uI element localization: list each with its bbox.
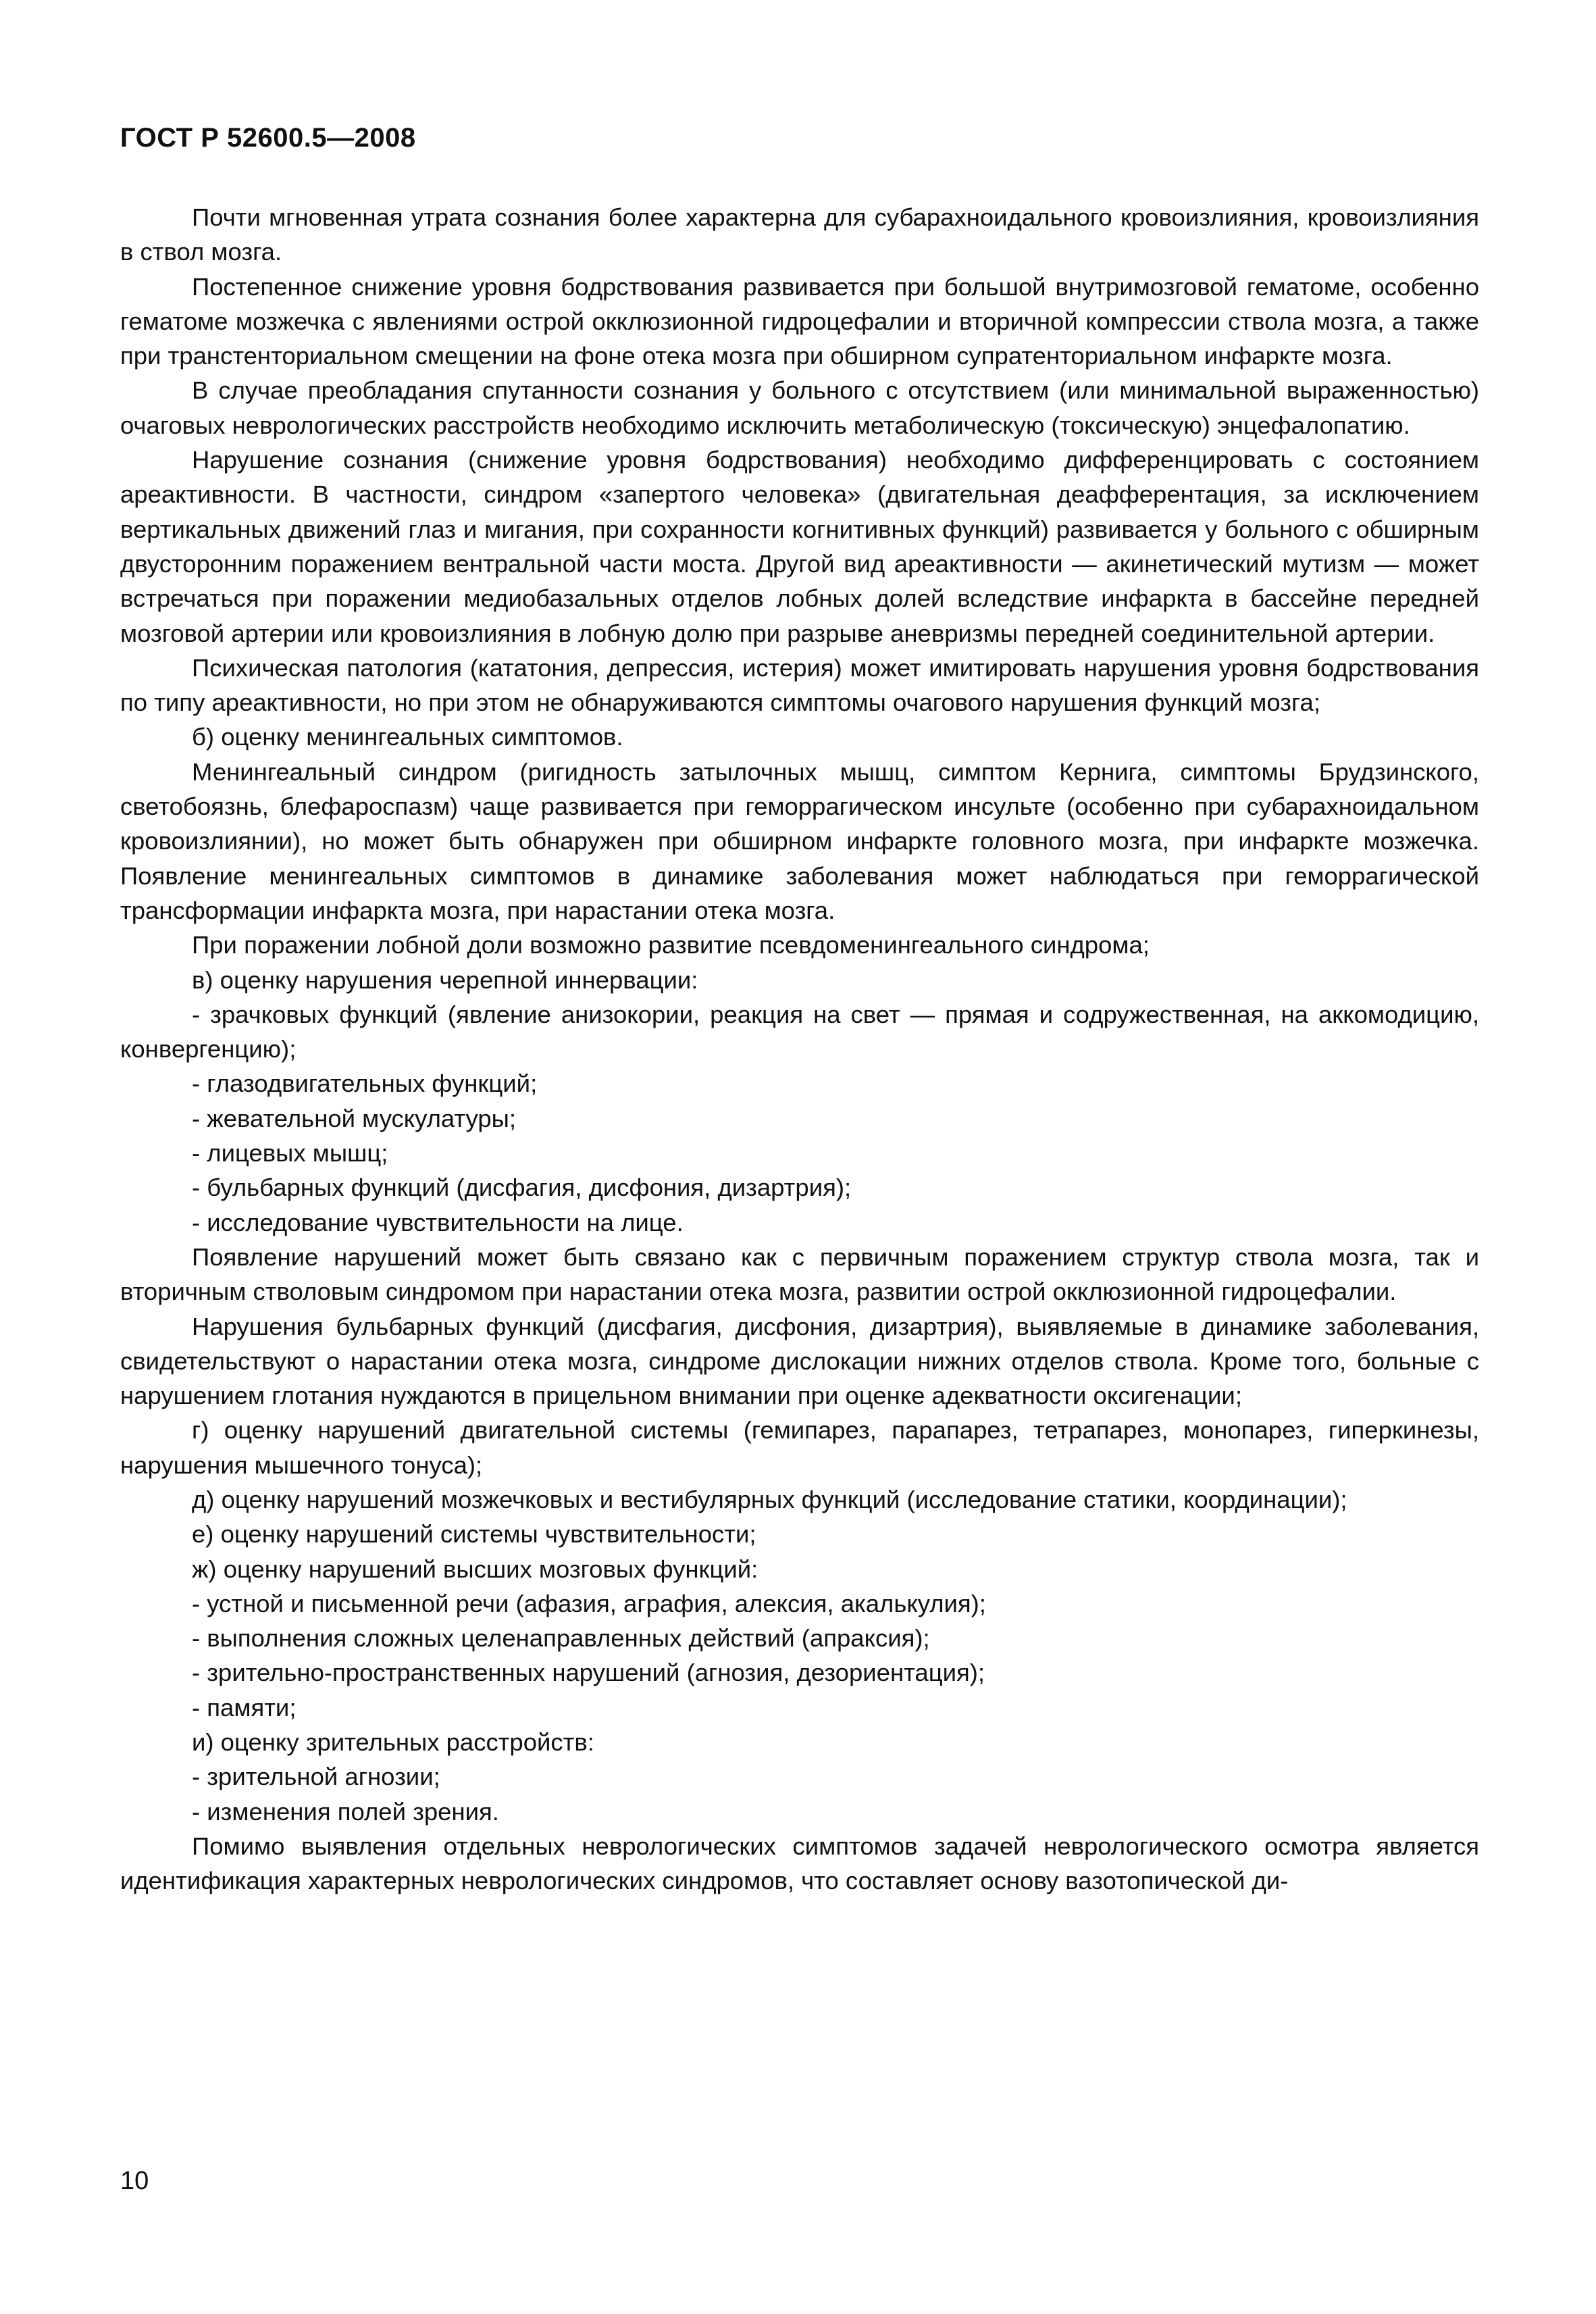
list-item: и) оценку зрительных расстройств: [192, 1728, 594, 1757]
list-item: - исследование чувствительности на лице. [192, 1208, 684, 1236]
list-item: ж) оценку нарушений высших мозговых функций: [192, 1555, 758, 1583]
list-item: - бульбарных функций (дисфагия, дисфония, дизартрия); [192, 1174, 852, 1202]
paragraph: Помимо выявления отдельных неврологических симптомов задачей неврологического осмотра является идентификация характерных неврологических синдромов, что составляет основу вазотопической ди- [120, 1832, 1479, 1895]
paragraph: в) оценку нарушения черепной иннервации: [192, 965, 698, 994]
page-header-doc-code: ГОСТ Р 52600.5—2008 [120, 123, 416, 153]
paragraph: Менингеальный синдром (ригидность затылочных мышц, симптом Кернига, симптомы Брудзинского, светобоязнь, блефароспазм) чаще развивается при геморрагическом инсульте (особенно при субарахноидальном кровоизлиянии), но может быть обнаружен при обширном инфаркте головного мозга, при инфаркте мозжечка. Появление менингеальных симптомов в динамике заболевания может наблюдаться при геморрагической трансформации инфаркта мозга, при нарастании отека мозга. [120, 757, 1479, 924]
paragraph: Появление нарушений может быть связано как с первичным поражением структур ствола мозга, так и вторичным стволовым синдромом при нарастании отека мозга, развитии острой окклюзионной гидроцефалии. [120, 1242, 1479, 1306]
page-number: 10 [120, 2167, 149, 2195]
document-body [120, 200, 1479, 1898]
list-item: е) оценку нарушений системы чувствительности; [192, 1520, 756, 1549]
paragraph: Психическая патология (кататония, депрессия, истерия) может имитировать нарушения уровня бодрствования по типу ареактивности, но при этом не обнаруживаются симптомы очагового нарушения функций мозга; [120, 653, 1479, 717]
paragraph: - зрачковых функций (явление анизокории, реакция на свет — прямая и содружественная, на аккомодицию, конвергенцию); [120, 1000, 1479, 1063]
list-item: - зрительно-пространственных нарушений (агнозия, дезориентация); [192, 1659, 985, 1687]
list-item: - выполнения сложных целенаправленных действий (апраксия); [192, 1624, 930, 1653]
paragraph: Постепенное снижение уровня бодрствования развивается при большой внутримозговой гематоме, особенно гематоме мозжечка с явлениями острой окклюзионной гидроцефалии и вторичной компрессии ствола мозга, а также при транстенториальном смещении на фоне отека мозга при обширном супратенториальном инфаркте мозга. [120, 272, 1479, 370]
paragraph: Нарушение сознания (снижение уровня бодрствования) необходимо дифференцировать с состоянием ареактивности. В частности, синдром «запертого человека» (двигательная деафферентация, за исключением вертикальных движений глаз и мигания, при сохранности когнитивных функций) развивается у больного с обширным двусторонним поражением вентральной части моста. Другой вид ареактивности — акинетический мутизм — может встречаться при поражении медиобазальных отделов лобных долей вследствие инфаркта в бассейне передней мозговой артерии или кровоизлияния в лобную долю при разрыве аневризмы передней соединительной артерии. [120, 446, 1479, 647]
paragraph: Почти мгновенная утрата сознания более характерна для субарахноидального кровоизлияния, кровоизлияния в ствол мозга. [120, 203, 1479, 266]
list-item: - глазодвигательных функций; [192, 1070, 538, 1098]
list-item: - памяти; [192, 1693, 297, 1721]
paragraph: В случае преобладания спутанности сознания у больного с отсутствием (или минимальной выраженностью) очаговых неврологических расстройств необходимо исключить метаболическую (токсическую) энцефалопатию. [120, 376, 1479, 439]
paragraph: При поражении лобной доли возможно развитие псевдоменингеального синдрома; [192, 931, 1150, 959]
list-item: - устной и письменной речи (афазия, аграфия, алексия, акалькулия); [192, 1589, 986, 1617]
list-item: - жевательной мускулатуры; [192, 1104, 517, 1132]
paragraph: г) оценку нарушений двигательной системы (гемипарез, парапарез, тетрапарез, монопарез, гиперкинезы, нарушения мышечного тонуса); [120, 1416, 1479, 1479]
paragraph: Нарушения бульбарных функций (дисфагия, дисфония, дизартрия), выявляемые в динамике заболевания, свидетельствуют о нарастании отека мозга, синдроме дислокации нижних отделов ствола. Кроме того, больные с нарушением глотания нуждаются в прицельном внимании при оценке адекватности оксигенации; [120, 1312, 1479, 1410]
list-item: - изменения полей зрения. [192, 1797, 499, 1826]
paragraph: б) оценку менингеальных симптомов. [192, 723, 623, 751]
list-item: - лицевых мышц; [192, 1139, 388, 1167]
list-item: д) оценку нарушений мозжечковых и вестибулярных функций (исследование статики, координации); [192, 1485, 1347, 1513]
list-item: - зрительной агнозии; [192, 1763, 440, 1791]
